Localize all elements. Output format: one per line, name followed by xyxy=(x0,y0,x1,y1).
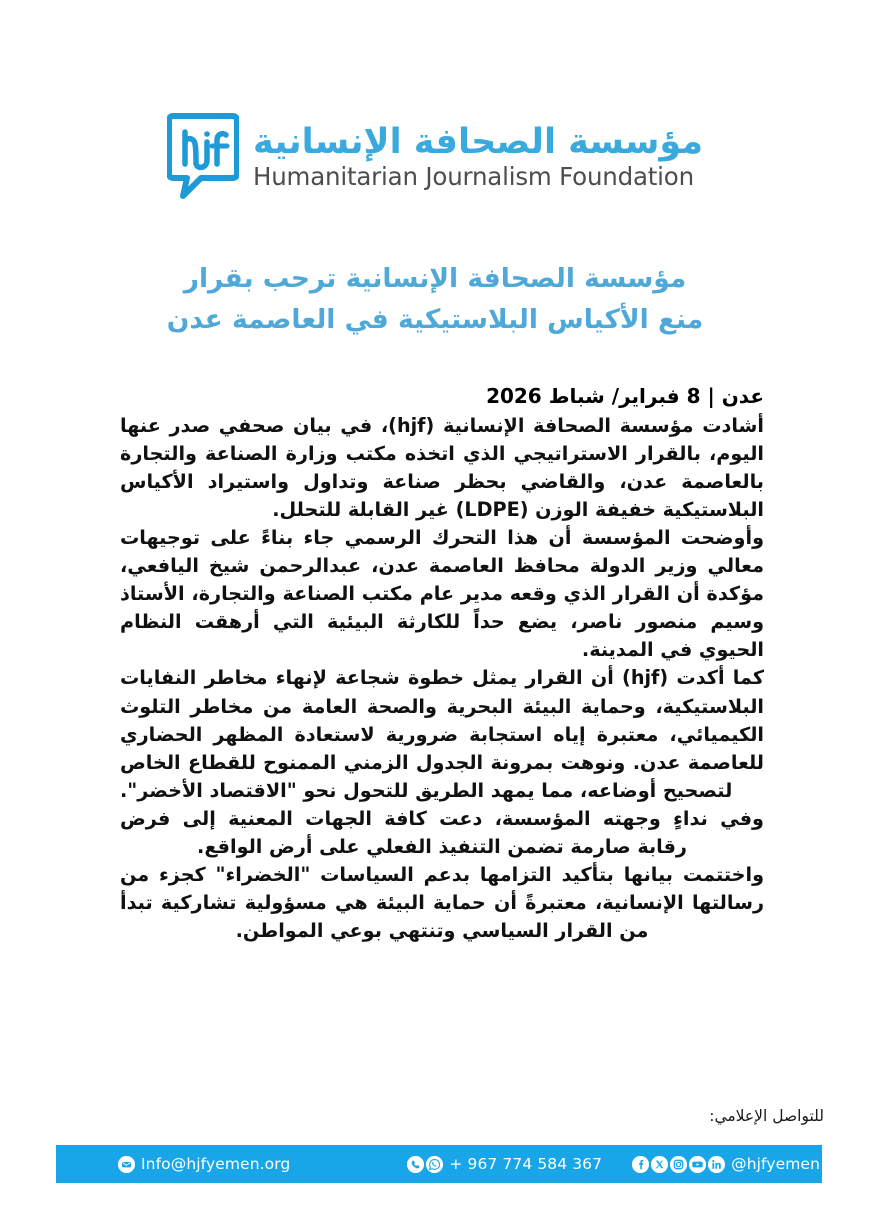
footer-social-icons xyxy=(632,1156,725,1173)
footer-phone-text: + 967 774 584 367 xyxy=(449,1155,603,1173)
body-paragraph-2: وأوضحت المؤسسة أن هذا التحرك الرسمي جاء بناءً على توجيهات معالي وزير الدولة محافظ العاصمة عدن، عبدالرحمن شيخ اليافعي، مؤكدة أن القرار الذي وقعه مدير عام مكتب الصناعة والتجارة، الأستاذ وسيم منصور ناصر، يضع حداً للكارثة البيئية التي أرهقت النظام الحيوي في المدينة. xyxy=(120,526,764,662)
hjf-speech-bubble-logo-icon xyxy=(167,112,239,200)
body-paragraph-5: واختتمت بيانها بتأكيد التزامها بدعم السياسات "الخضراء" كجزء من رسالتها الإنسانية، معتبرةً أن حماية البيئة هي مسؤولية تشاركية تبدأ من القرار السياسي وتنتهي بوعي المواطن. xyxy=(120,862,764,942)
phone-icon xyxy=(407,1156,424,1173)
headline-line-1: مؤسسة الصحافة الإنسانية ترحب بقرار xyxy=(183,263,687,294)
x-twitter-icon[interactable] xyxy=(651,1156,668,1173)
organization-logo xyxy=(0,112,870,200)
youtube-icon[interactable] xyxy=(689,1156,706,1173)
footer-social-group[interactable] xyxy=(632,1155,820,1173)
page-title xyxy=(0,258,870,340)
logo-english-name: Humanitarian Journalism Foundation xyxy=(253,162,694,192)
whatsapp-icon xyxy=(426,1156,443,1173)
facebook-icon[interactable] xyxy=(632,1156,649,1173)
logo-wordmark xyxy=(253,122,703,190)
footer-email-group[interactable] xyxy=(118,1155,290,1173)
footer-handle-text: @hjfyemen xyxy=(731,1155,820,1173)
body-paragraph-1: أشادت مؤسسة الصحافة الإنسانية (hjf)، في بيان صحفي صدر عنها اليوم، بالقرار الاستراتيجي الذي اتخذه مكتب وزارة الصناعة والتجارة بالعاصمة عدن، والقاضي بحظر صناعة وتداول واستيراد الأكياس البلاستيكية خفيفة الوزن (LDPE) غير القابلة للتحلل. xyxy=(120,414,764,522)
media-contact-label: للتواصل الإعلامي: xyxy=(709,1107,824,1125)
footer-phone-icons xyxy=(407,1156,443,1173)
footer-phone-group[interactable] xyxy=(407,1155,602,1173)
footer-contact-bar xyxy=(56,1145,822,1183)
headline-line-2: منع الأكياس البلاستيكية في العاصمة عدن xyxy=(166,304,704,336)
article-body xyxy=(120,382,764,945)
instagram-icon[interactable] xyxy=(670,1156,687,1173)
linkedin-icon[interactable] xyxy=(708,1156,725,1173)
dateline: عدن | 8 فبراير/ شباط 2026 xyxy=(486,384,764,408)
footer-email-text: Info@hjfyemen.org xyxy=(141,1155,291,1173)
body-paragraph-3: كما أكدت (hjf) أن القرار يمثل خطوة شجاعة لإنهاء مخاطر النفايات البلاستيكية، وحماية البيئة البحرية والصحة العامة من مخاطر التلوث الكيميائي، معتبرة إياه استجابة ضرورية لاستعادة المظهر الحضاري للعاصمة عدن. ونوهت بمرونة الجدول الزمني الممنوح للقطاع الخاص لتصحيح أوضاعه، مما يمهد الطريق للتحول نحو "الاقتصاد الأخضر". xyxy=(120,666,764,802)
logo-arabic-name: مؤسسة الصحافة الإنسانية xyxy=(253,122,703,163)
envelope-icon xyxy=(118,1156,135,1173)
body-paragraph-4: وفي نداءٍ وجهته المؤسسة، دعت كافة الجهات المعنية إلى فرض رقابة صارمة تضمن التنفيذ الفعلي على أرض الواقع. xyxy=(120,806,764,858)
